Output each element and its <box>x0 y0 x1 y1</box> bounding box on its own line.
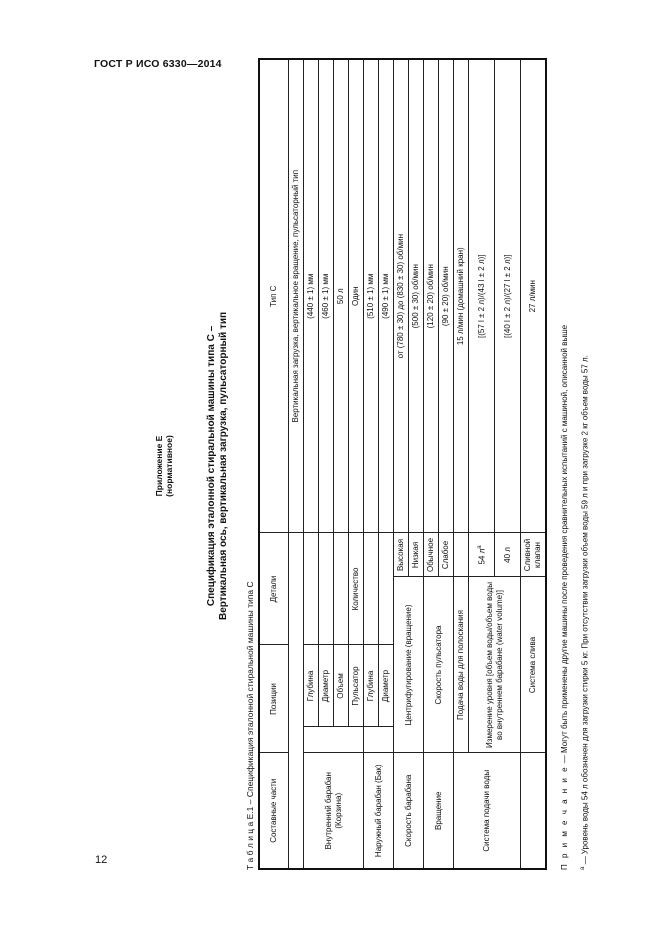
spin-high-value: от (780 ± 30) до (830 ± 30) об/мин <box>394 59 409 533</box>
header-parts: Составные части <box>259 753 289 869</box>
rinse-supply-value: 15 л/мин (домашний кран) <box>454 59 469 533</box>
pulsator: Пульсатор <box>349 645 364 727</box>
rotation-normal: Обычное <box>424 533 439 577</box>
table-note <box>560 60 570 870</box>
footnote <box>578 60 591 870</box>
table-header-row <box>259 59 289 869</box>
level-54-value: [(57 l ± 2 л)/(43 l ± 2 л)] <box>469 59 495 533</box>
section-title <box>206 56 230 876</box>
table-row <box>304 59 319 869</box>
rotation-normal-value: (120 ± 20) об/мин <box>424 59 439 533</box>
water-level: Измерение уровня [объем воды/объем воды во внутреннем барабане (water volume)] <box>469 577 521 753</box>
inner-diameter-value: (460 ± 1) мм <box>319 59 334 533</box>
inner-drum: Внутренний барабан (Корзина) <box>304 753 364 869</box>
general-spec-blank <box>289 533 304 869</box>
inner-depth: Глубина <box>304 645 319 727</box>
outer-depth-detail <box>364 533 379 645</box>
table-row <box>521 59 547 869</box>
table-row <box>454 59 469 869</box>
spin-high: Высокая <box>394 533 409 577</box>
rotation: Вращение <box>424 753 454 869</box>
level-40: 40 л <box>495 533 521 577</box>
rotation-weak: Слабое <box>439 533 454 577</box>
inner-diameter-detail <box>319 533 334 645</box>
table-caption: Т а б л и ц а Е.1 – Спецификация эталонной стиральной машины типа С <box>245 581 255 870</box>
inner-volume-value: 50 л <box>334 59 349 533</box>
section-title-line1: Спецификация эталонной стиральной машины типа С – <box>206 325 217 607</box>
table-row <box>469 59 495 869</box>
header-details: Детали <box>259 533 289 645</box>
level-54-text: 54 л <box>477 548 487 565</box>
drum-speed: Скорость барабана <box>394 753 424 869</box>
spec-table <box>258 58 547 870</box>
drain-system: Система слива <box>521 577 547 753</box>
spin-low: Низкая <box>409 533 424 577</box>
rinse-supply-detail <box>454 533 469 577</box>
appendix-title: Приложение Е <box>154 435 164 497</box>
footnote-text: — Уровень воды 54 л обозначен для загрузки стирки 5 кг. При отсутствии загрузки объем воды 59 л и при загрузке 2 кг объем воды 57 л. <box>580 355 590 867</box>
inner-depth-value: (440 ± 1) мм <box>304 59 319 533</box>
drain-parts-blank <box>521 753 547 869</box>
appendix-note: (нормативное) <box>164 435 174 497</box>
inner-volume: Объем <box>334 645 349 727</box>
outer-diameter-value: (490 ± 1) мм <box>379 59 394 533</box>
drain-value: 27 л/мин <box>521 59 547 533</box>
footnote-mark: а <box>580 866 586 870</box>
level-40-value: [(40 l ± 2 л)/(27 l ± 2 л)] <box>495 59 521 533</box>
standard-header: ГОСТ Р ИСО 6330—2014 <box>94 58 222 70</box>
table-row <box>364 59 379 869</box>
pulsator-quantity: Количество <box>349 533 364 645</box>
drain-valve: Сливной клапан <box>521 533 547 577</box>
rotated-content <box>140 56 600 876</box>
rinse-supply: Подача воды для полоскания <box>454 577 469 753</box>
general-spec: Вертикальная загрузка, вертикальное вращение, пульсаторный тип <box>289 59 304 533</box>
header-positions: Позиции <box>259 645 289 753</box>
header-type-c: Тип С <box>259 59 289 533</box>
rotation-weak-value: (90 ± 20) об/мин <box>439 59 454 533</box>
outer-diameter-detail <box>379 533 394 645</box>
note-text: — Могут быть применены другие машины после проведения сравнительных испытаний с машиной, описанной выше <box>560 324 569 766</box>
level-54-footnote-mark: а <box>477 545 484 549</box>
table-row <box>394 59 409 869</box>
inner-depth-detail <box>304 533 319 645</box>
note-label: П р и м е ч а н и е <box>560 765 569 870</box>
inner-diameter: Диаметр <box>319 645 334 727</box>
outer-drum-gap <box>364 727 394 753</box>
outer-drum: Наружный барабан (Бак) <box>364 753 394 869</box>
table-row <box>424 59 439 869</box>
outer-depth-value: (510 ± 1) мм <box>364 59 379 533</box>
outer-diameter: Диаметр <box>379 645 394 727</box>
page-number: 12 <box>95 854 108 866</box>
outer-depth: Глубина <box>364 645 379 727</box>
spin-low-value: (500 ± 30) об/мин <box>409 59 424 533</box>
appendix-heading <box>154 56 174 876</box>
pulsator-speed: Скорость пульсатора <box>424 577 454 753</box>
section-title-line2: Вертикальная ось, вертикальная загрузка, пульсаторный тип <box>218 311 229 621</box>
level-54 <box>469 533 495 577</box>
spin: Центрифугирование (вращение) <box>394 577 424 753</box>
inner-drum-gap <box>304 727 364 753</box>
table-row <box>289 59 304 869</box>
water-system: Система подачи воды <box>454 753 521 869</box>
inner-volume-detail <box>334 533 349 645</box>
pulsator-value: Один <box>349 59 364 533</box>
